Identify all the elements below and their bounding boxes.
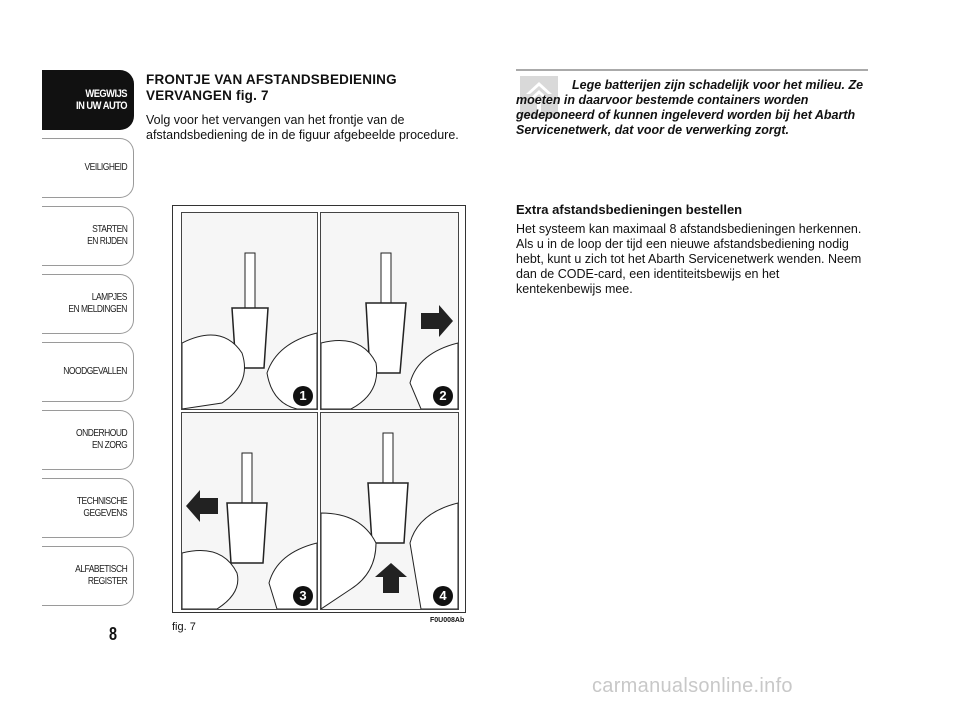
heading-line-1: FRONTJE VAN AFSTANDSBEDIENING (146, 72, 397, 87)
key-illustration-icon (321, 213, 458, 409)
tab-lampjes[interactable] (42, 274, 134, 334)
step-number-4: 4 (433, 586, 453, 606)
environment-note (516, 78, 868, 138)
chapter-tabs (42, 70, 134, 614)
tab-label: TECHNISCHE GEGEVENS (76, 496, 127, 519)
key-illustration-icon (182, 213, 317, 409)
tab-label: STARTEN EN RIJDEN (86, 224, 127, 247)
tab-label: ALFABETISCH REGISTER (74, 564, 127, 587)
tab-noodgevallen[interactable] (42, 342, 134, 402)
watermark: carmanualsonline.info (592, 675, 793, 697)
heading-line-2: VERVANGEN fig. 7 (146, 88, 269, 103)
tab-starten[interactable] (42, 206, 134, 266)
key-illustration-icon (321, 413, 458, 609)
tab-label: NOODGEVALLEN (63, 366, 127, 377)
page-number: 8 (109, 624, 118, 644)
note-text: Lege batterijen zijn schadelijk voor het milieu. Ze moeten in daarvoor bestemde containers worden gedeponeerd of kunnen ingeleverd worden bij het Abarth Servicenetwerk, dat voor de verwerking zorgt. (516, 78, 864, 137)
tab-label: WEGWIJS IN UW AUTO (76, 88, 127, 112)
step-number-2: 2 (433, 386, 453, 406)
step-panel-3 (181, 412, 318, 610)
divider (516, 69, 868, 71)
figure-label: fig. 7 (172, 621, 196, 633)
tab-technische[interactable] (42, 478, 134, 538)
tab-veiligheid[interactable] (42, 138, 134, 198)
arrow-left-icon (186, 490, 218, 522)
step-panel-1 (181, 212, 318, 410)
tab-onderhoud[interactable] (42, 410, 134, 470)
figure-code: F0U008Ab (430, 617, 465, 624)
arrow-up-icon (375, 563, 407, 593)
figure-remote-steps (172, 205, 466, 613)
subheading: Extra afstandsbedieningen bestellen (516, 202, 743, 217)
step-number-1: 1 (293, 386, 313, 406)
step-number-3: 3 (293, 586, 313, 606)
body-paragraph: Het systeem kan maximaal 8 afstandsbedieningen herkennen. Als u in de loop der tijd een nieuwe afstandsbediening nodig hebt, kunt u zich tot het Abarth Servicenetwerk wenden. Neem dan de CODE-card, een identiteitsbewijs en het kentekenbewijs mee. (516, 222, 862, 296)
arrow-right-icon (421, 305, 453, 337)
tab-wegwijs[interactable] (42, 70, 134, 130)
step-panel-2 (320, 212, 459, 410)
section-heading (146, 72, 486, 104)
tab-register[interactable] (42, 546, 134, 606)
tab-label: VEILIGHEID (84, 162, 127, 173)
tab-label: LAMPJES EN MELDINGEN (68, 292, 127, 315)
step-panel-4 (320, 412, 459, 610)
key-illustration-icon (182, 413, 317, 609)
tab-label: ONDERHOUD EN ZORG (75, 428, 127, 451)
intro-paragraph: Volg voor het vervangen van het frontje van de afstandsbediening de in de figuur afgebeelde procedure. (146, 113, 459, 142)
